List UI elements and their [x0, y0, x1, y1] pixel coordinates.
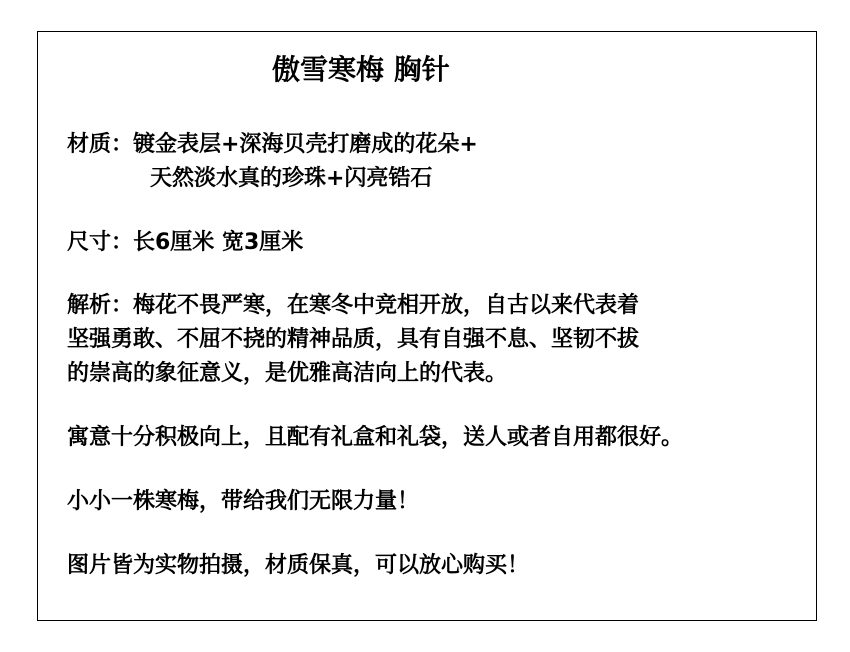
slogan-line: 小小一株寒梅，带给我们无限力量！: [67, 489, 420, 514]
note-line: 图片皆为实物拍摄，材质保真，可以放心购买！: [67, 553, 530, 578]
analysis-line-2: 坚强勇敢、不屈不挠的精神品质，具有自强不息、坚韧不拔: [67, 327, 640, 352]
meaning-line: 寓意十分积极向上，且配有礼盒和礼袋，送人或者自用都很好。: [67, 425, 684, 450]
page-title: 傲雪寒梅 胸针: [272, 53, 450, 86]
material-line-1: 材质：镀金表层+深海贝壳打磨成的花朵+: [67, 132, 478, 157]
analysis-line-3: 的崇高的象征意义，是优雅高洁向上的代表。: [67, 361, 508, 386]
analysis-line-1: 解析：梅花不畏严寒，在寒冬中竞相开放，自古以来代表着: [67, 293, 640, 318]
material-line-2: 天然淡水真的珍珠+闪亮锆石: [150, 166, 433, 191]
size-line: 尺寸：长6厘米 宽3厘米: [67, 230, 304, 255]
